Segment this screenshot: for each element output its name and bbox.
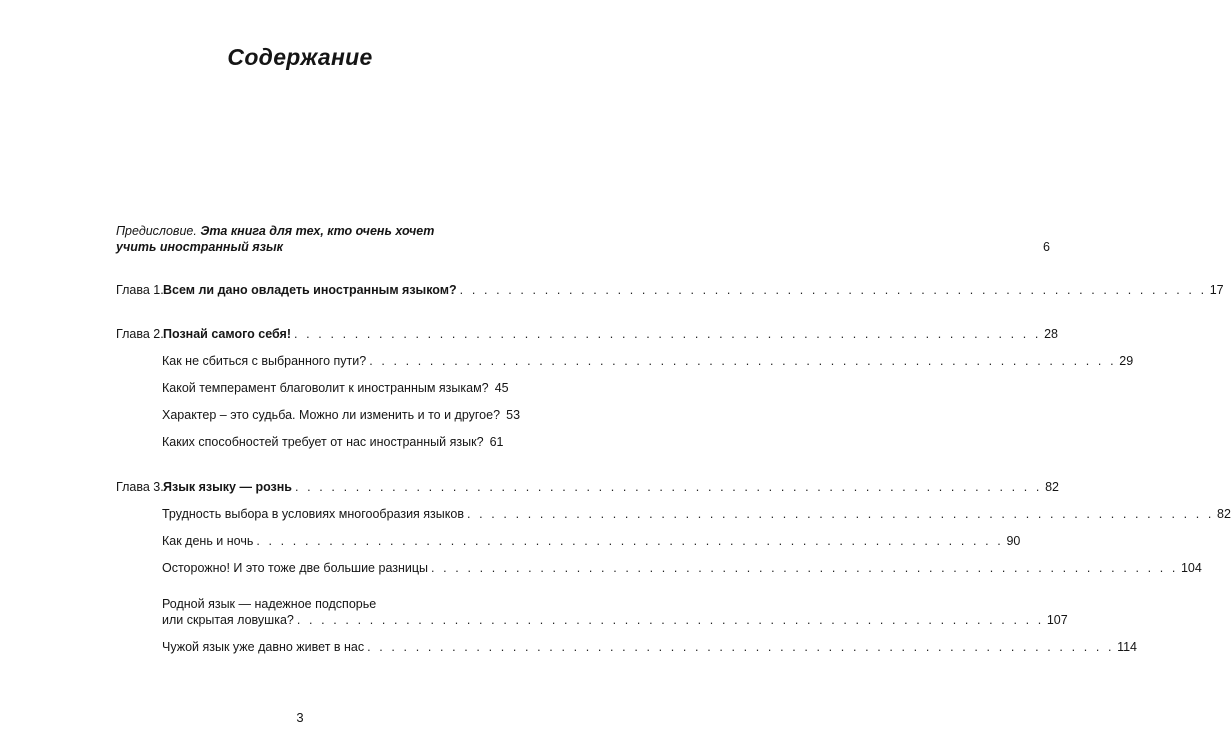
section-title: Какой темперамент благоволит к иностранным языкам? (162, 381, 489, 395)
preface-title-line-2: учить иностранный язык (116, 240, 283, 254)
leader-dots: . . . . . . . . . . . . . . . . . . . . . . . . . . . . . . . . . . . . . . . . . . . . . . . . . . . . . . . . . . . . . . (295, 480, 1042, 494)
section-title: Трудность выбора в условиях многообразия языков (162, 507, 464, 521)
page-ref: 45 (494, 381, 509, 395)
toc-entry-chapter-3[interactable] (116, 479, 1059, 495)
chapter-title: Познай самого себя! (163, 327, 292, 341)
toc-entry-section[interactable] (162, 612, 1068, 628)
toc-entry-section[interactable] (162, 380, 509, 396)
page-ref: 104 (1180, 561, 1202, 575)
page-ref: 114 (1117, 640, 1138, 654)
section-title-line-1: Родной язык — надежное подспорье (162, 597, 377, 611)
leader-dots: . . . . . . . . . . . . . . . . . . . . . . . . . . . . . . . . . . . . . . . . . . . . . . . . . . . . . . . . . . . . . . (459, 283, 1207, 297)
page-ref: 28 (1044, 327, 1058, 341)
page-ref: 29 (1119, 354, 1134, 368)
toc-entry-section[interactable] (162, 560, 1202, 576)
leader-dots: . . . . . . . . . . . . . . . . . . . . . . . . . . . . . . . . . . . . . . . . . . . . . . . . . . . . . . . . . . . . . . (256, 534, 1004, 548)
section-title: Как не сбиться с выбранного пути? (162, 354, 367, 368)
section-title: Осторожно! И это тоже две большие разницы (162, 561, 429, 575)
toc-entry-section[interactable] (162, 353, 1134, 369)
section-title: Чужой язык уже давно живет в нас (162, 640, 365, 654)
preface-title-line-1: Эта книга для тех, кто очень хочет (200, 224, 435, 238)
preface-line-1 (116, 223, 496, 239)
chapter-number: Глава 1. (116, 283, 164, 297)
page-title: Содержание (227, 44, 373, 70)
page-ref: 82 (1045, 480, 1059, 494)
section-title-line-2: или скрытая ловушка? (162, 613, 294, 627)
page-ref: 107 (1046, 613, 1068, 627)
page-ref: 6 (1043, 240, 1050, 254)
leader-dots: . . . . . . . . . . . . . . . . . . . . . . . . . . . . . . . . . . . . . . . . . . . . . . . . . . . . . . . . . . . . . . (431, 561, 1178, 575)
section-title: Как день и ночь (162, 534, 254, 548)
toc-entry-chapter-1[interactable] (116, 282, 1224, 298)
toc-entry-section[interactable] (162, 639, 1138, 655)
leader-dots: . . . . . . . . . . . . . . . . . . . . . . . . . . . . . . . . . . . . . . . . . . . . . . . . . . . . . . . . . . . . . . (294, 327, 1041, 341)
leader-dots (286, 239, 1033, 255)
toc-entry-section[interactable] (162, 434, 504, 450)
toc-entry-preface[interactable] (116, 239, 1050, 255)
toc-entry-section[interactable] (162, 407, 521, 423)
page-ref: 82 (1217, 507, 1231, 521)
page-ref: 90 (1006, 534, 1021, 548)
preface-label: Предисловие. (116, 224, 197, 238)
leader-dots: . . . . . . . . . . . . . . . . . . . . . . . . . . . . . . . . . . . . . . . . . . . . . . . . . . . . . . . . . . . . . . (369, 354, 1117, 368)
page-ref: 61 (489, 435, 504, 449)
section-title: Характер – это судьба. Можно ли изменить и то и другое? (162, 408, 501, 422)
section-title: Каких способностей требует от нас иностранный язык? (162, 435, 484, 449)
toc-entry-section[interactable] (162, 533, 1021, 549)
page-ref: 53 (506, 408, 521, 422)
page-ref: 17 (1209, 283, 1224, 297)
chapter-title: Всем ли дано овладеть иностранным языком? (163, 283, 457, 297)
toc-entry-chapter-2[interactable] (116, 326, 1058, 342)
toc-entry-section[interactable] (162, 506, 1231, 522)
chapter-title: Язык языку — рознь (163, 480, 292, 494)
page-number: 3 (296, 710, 304, 725)
chapter-number: Глава 2. (116, 327, 164, 341)
leader-dots: . . . . . . . . . . . . . . . . . . . . . . . . . . . . . . . . . . . . . . . . . . . . . . . . . . . . . . . . . . . . . . (466, 507, 1214, 521)
chapter-number: Глава 3. (116, 480, 164, 494)
leader-dots: . . . . . . . . . . . . . . . . . . . . . . . . . . . . . . . . . . . . . . . . . . . . . . . . . . . . . . . . . . . . . . (296, 613, 1044, 627)
leader-dots: . . . . . . . . . . . . . . . . . . . . . . . . . . . . . . . . . . . . . . . . . . . . . . . . . . . . . . . . . . . . . . (367, 640, 1115, 654)
